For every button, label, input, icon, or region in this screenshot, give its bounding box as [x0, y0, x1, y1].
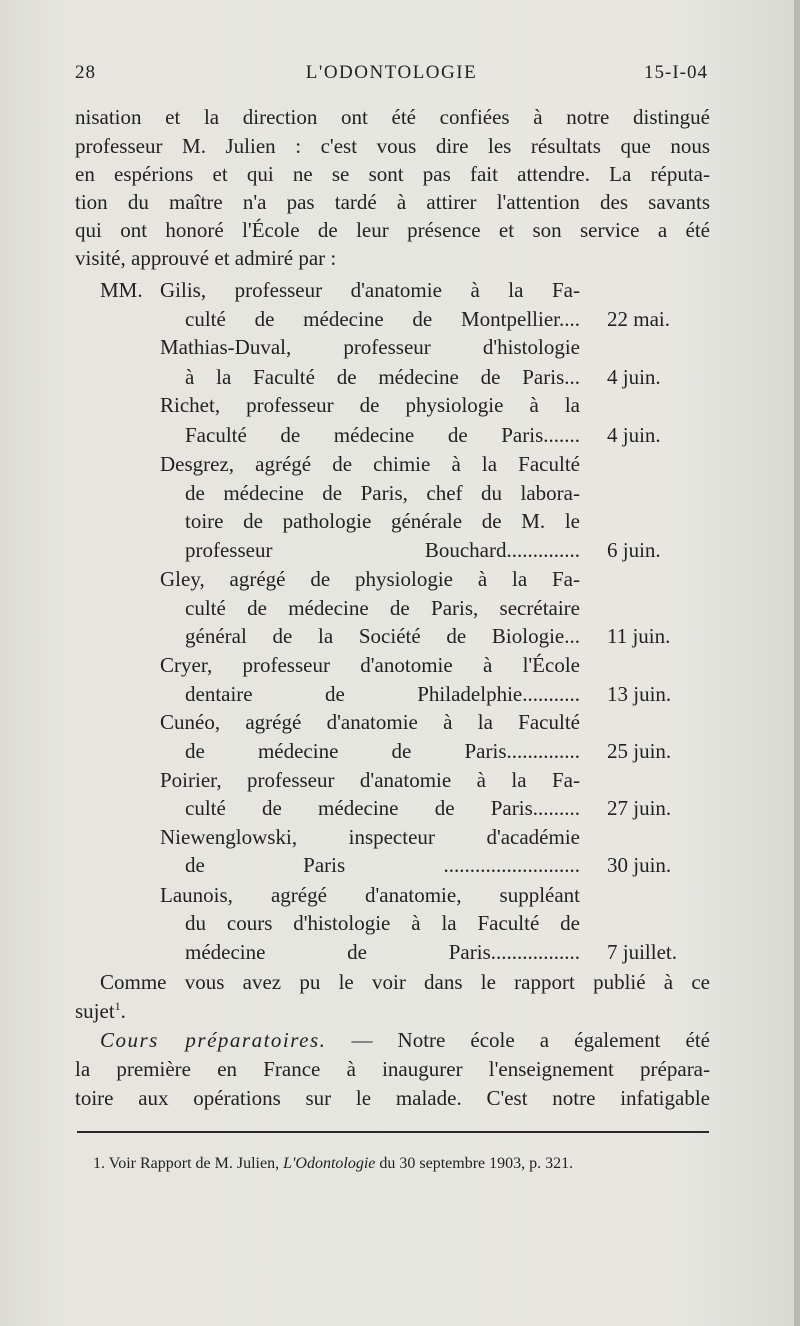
mm-label: MM.: [100, 278, 143, 302]
visitor-entry-line: culté de médecine de Paris.........: [185, 796, 580, 820]
visit-date: 4 juin.: [607, 423, 661, 447]
page-edge: [794, 0, 800, 1326]
text-line: toire aux opérations sur le malade. C'est notre infatigable: [75, 1086, 710, 1110]
text-line: la première en France à inaugurer l'enseignement prépara-: [75, 1057, 710, 1081]
visitor-entry-line: de Paris ..........................: [185, 853, 580, 877]
visit-date: 13 juin.: [607, 682, 672, 706]
section-title: Cours préparatoires.: [100, 1028, 327, 1052]
visitor-entry-line: médecine de Paris.................: [185, 940, 580, 964]
footnote-rule: [77, 1131, 709, 1133]
text-line: qui ont honoré l'École de leur présence et son service a été: [75, 218, 710, 242]
visitor-entry-line: culté de médecine de Paris, secrétaire: [185, 596, 580, 620]
footnote-text: du 30 septembre 1903, p. 321.: [379, 1155, 574, 1172]
visit-date: 30 juin.: [607, 853, 672, 877]
text-line: visité, approuvé et admiré par :: [75, 246, 337, 270]
visit-date: 4 juin.: [607, 365, 661, 389]
text-line: nisation et la direction ont été confiées à notre distingué: [75, 105, 710, 129]
text-line: tion du maître n'a pas tardé à attirer l'attention des savants: [75, 190, 710, 214]
visit-date: 27 juin.: [607, 796, 672, 820]
visitor-entry-line: Niewenglowski, inspecteur d'académie: [160, 825, 580, 849]
text-fragment: — Notre école a également été: [351, 1028, 710, 1052]
visit-date: 22 mai.: [607, 307, 670, 331]
text-line: en espérions et qui ne se sont pas fait attendre. La réputa-: [75, 162, 710, 186]
visitor-entry-line: général de la Société de Biologie...: [185, 624, 580, 648]
visit-date: 7 juillet.: [607, 940, 677, 964]
page-number: 28: [75, 62, 96, 83]
visitor-entry-line: Desgrez, agrégé de chimie à la Faculté: [160, 452, 580, 476]
visitor-entry-line: à la Faculté de médecine de Paris...: [185, 365, 580, 389]
text-fragment: sujet: [75, 999, 115, 1023]
visitor-entry-line: Poirier, professeur d'anatomie à la Fa-: [160, 768, 580, 792]
visit-date: 25 juin.: [607, 739, 672, 763]
visitor-entry-line: Cryer, professeur d'anotomie à l'École: [160, 653, 580, 677]
visitor-entry-line: culté de médecine de Montpellier....: [185, 307, 580, 331]
visitor-entry-line: Mathias-Duval, professeur d'histologie: [160, 335, 580, 359]
visitor-entry-line: de médecine de Paris..............: [185, 739, 580, 763]
visitor-entry-line: dentaire de Philadelphie...........: [185, 682, 580, 706]
visitor-entry-line: Launois, agrégé d'anatomie, suppléant: [160, 883, 580, 907]
visitor-entry-line: Gley, agrégé de physiologie à la Fa-: [160, 567, 580, 591]
text-line: professeur M. Julien : c'est vous dire les résultats que nous: [75, 134, 710, 158]
visitor-entry-line: Cunéo, agrégé d'anatomie à la Faculté: [160, 710, 580, 734]
visitor-entry-line: du cours d'histologie à la Faculté de: [185, 911, 580, 935]
footnote-marker: 1: [114, 999, 121, 1013]
text-line: [100, 1025, 710, 1055]
visit-date: 6 juin.: [607, 538, 661, 562]
visit-date: 11 juin.: [607, 624, 671, 648]
visitor-entry-line: toire de pathologie générale de M. le: [185, 509, 580, 533]
footnote-journal: L'Odontologie: [283, 1155, 376, 1172]
issue-date: 15-I-04: [644, 62, 708, 83]
text-fragment: .: [120, 999, 126, 1023]
text-line: Comme vous avez pu le voir dans le rapport publié à ce: [100, 970, 710, 994]
footnote-text: Voir Rapport de M. Julien,: [108, 1155, 280, 1172]
visitor-entry-line: Richet, professeur de physiologie à la: [160, 393, 580, 417]
journal-title: L'ODONTOLOGIE: [305, 62, 478, 83]
footnote-number: 1.: [93, 1155, 105, 1172]
visitor-entry-line: Gilis, professeur d'anatomie à la Fa-: [160, 278, 580, 302]
running-header: [75, 62, 708, 92]
visitor-entry-line: Faculté de médecine de Paris.......: [185, 423, 580, 447]
text-line: [75, 996, 710, 1026]
visitor-entry-line: professeur Bouchard..............: [185, 538, 580, 562]
visitor-entry-line: de médecine de Paris, chef du labora-: [185, 481, 580, 505]
footnote: [93, 1152, 713, 1176]
